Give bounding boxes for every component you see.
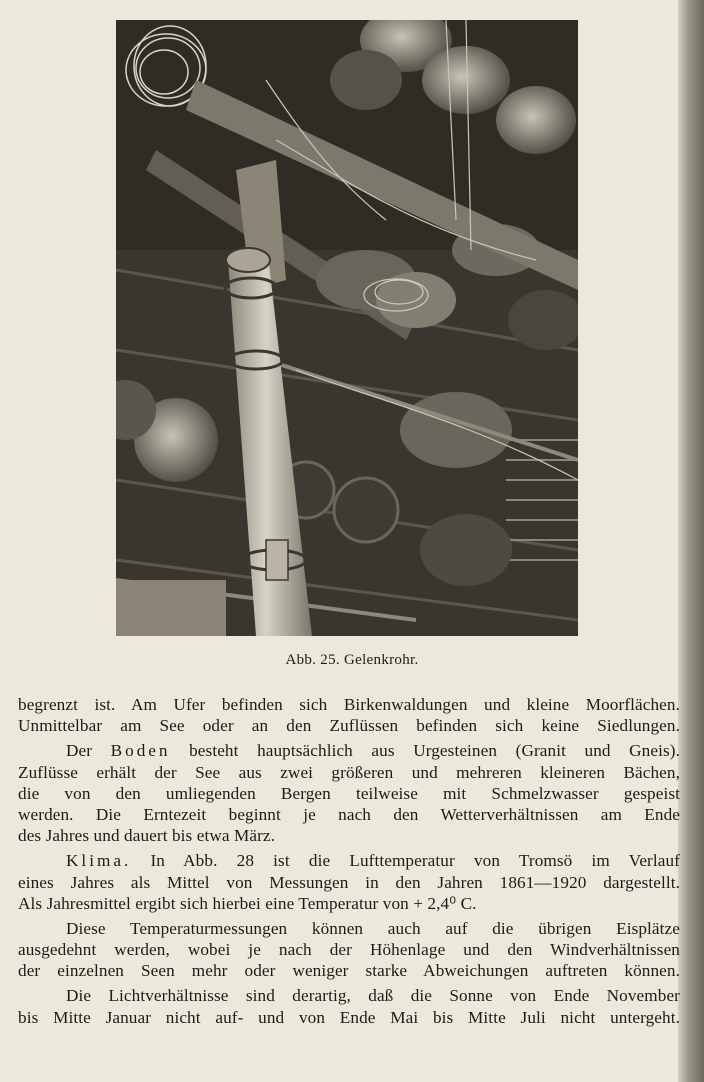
text-line: Zuflüsse erhält der See aus zwei größeren und mehreren kleineren Bächen, — [18, 762, 680, 782]
text-line: der einzelnen Seen mehr oder weniger starke Abweichungen auftreten können. — [18, 961, 680, 981]
text-line: werden. Die Erntezeit beginnt je nach den Wetterverhältnissen am Ende — [18, 804, 680, 824]
spaced-keyword: Boden — [110, 741, 171, 761]
photograph-ship-hold-jointed-pipe — [116, 20, 578, 636]
text-line: eines Jahres als Mittel von Messungen in den Jahren 1861—1920 dargestellt. — [18, 872, 680, 892]
lead-rest: besteht hauptsächlich aus Urgesteinen (Granit und Gneis). — [189, 741, 680, 761]
text-line: bis Mitte Januar nicht auf- und von Ende Mai bis Mitte Juli nicht untergeht. — [18, 1007, 680, 1027]
text-line: Diese Temperaturmessungen können auch auf die übrigen Eisplätze — [66, 918, 680, 938]
text-line: ausgedehnt werden, wobei je nach der Höhenlage und den Windverhältnissen — [18, 940, 680, 960]
page-edge-shadow — [678, 0, 704, 1082]
paragraph-lead-line — [18, 850, 680, 871]
text-line: des Jahres und dauert bis etwa März. — [18, 826, 276, 846]
paragraph-lead-line — [18, 740, 680, 761]
spaced-keyword: Klima. — [66, 851, 132, 871]
body-text — [18, 694, 680, 1028]
text-line: die von den umliegenden Bergen teilweise mit Schmelzwasser gespeist — [18, 783, 680, 803]
text-line: Unmittelbar am See oder an den Zuflüssen befinden sich keine Siedlungen. — [18, 716, 680, 736]
text-line: begrenzt ist. Am Ufer befinden sich Birkenwaldungen und kleine Moorflächen. — [18, 695, 680, 714]
lead-prefix: Der — [66, 741, 93, 761]
lead-rest: In Abb. 28 ist die Lufttemperatur von Tromsö im Verlauf — [150, 851, 680, 871]
figure-caption: Abb. 25. Gelenkrohr. — [285, 652, 419, 668]
text-line: Als Jahresmittel ergibt sich hierbei eine Temperatur von + 2,4⁰ C. — [18, 893, 477, 913]
text-line: Die Lichtverhältnisse sind derartig, daß die Sonne von Ende November — [66, 986, 680, 1006]
